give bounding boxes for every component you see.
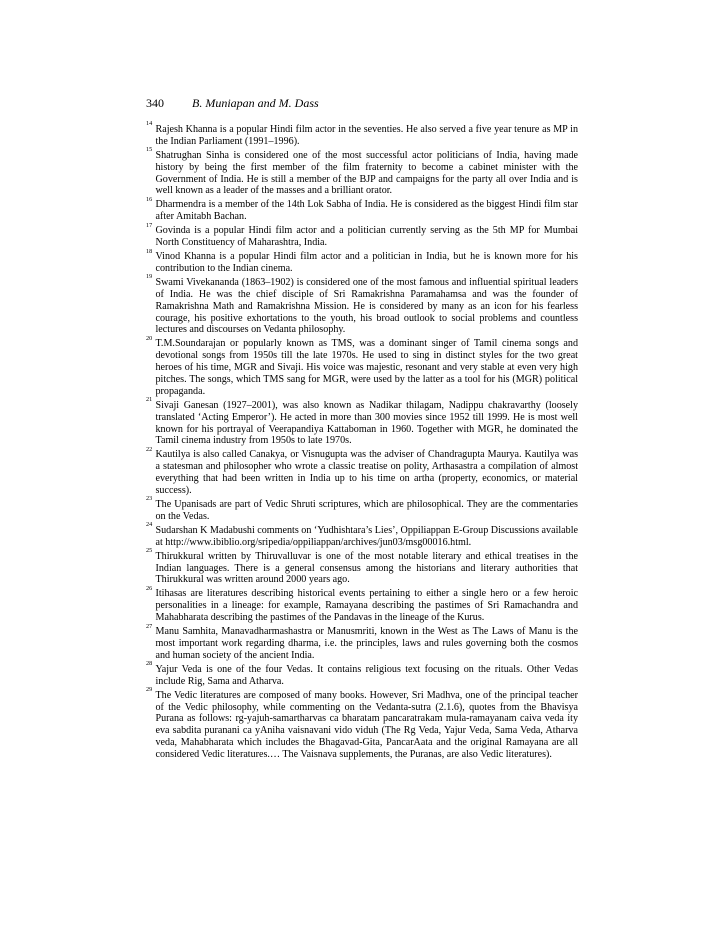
footnote-text: Rajesh Khanna is a popular Hindi film actor in the seventies. He also served a five year tenure as MP in the Indian Parliament (1991–1996). [155, 124, 578, 147]
footnote-number: 22 [146, 445, 153, 453]
footnote-number: 15 [146, 146, 153, 154]
footnote [146, 396, 578, 447]
footnote-number: 23 [146, 495, 153, 503]
footnote [146, 686, 578, 761]
footnote [146, 221, 578, 249]
footnote-number: 19 [146, 273, 153, 281]
footnote-text: The Upanisads are part of Vedic Shruti scriptures, which are philosophical. They are the commentaries on the Vedas. [155, 499, 578, 522]
footnote-text: Manu Samhita, Manavadharmashastra or Manusmriti, known in the West as The Laws of Manu is the most important work regarding dharma, i.e. the principles, laws and rules governing both the cosmos and human society of the ancient India. [155, 626, 578, 661]
footnote [146, 521, 578, 549]
footnote-text: The Vedic literatures are composed of many books. However, Sri Madhva, one of the principal teacher of the Vedic philosophy, while commenting on the Vedanta-sutra (2.1.6), quotes from the Bhavisya Purana as follows: rg-yajuh-samartharvas ca bharatam pancaratrakam mula-ramayanam caiva veda ity eva sabdita puranani ca yAniha vaisnavani vido viduh (The Rg Veda, Yajur Veda, Sama Veda, Atharva veda, Mahabharata which includes the Bhagavad-Gita, PancarAata and the original Ramayana are all considered Vedic literatures.… The Vaisnava supplements, the Puranas, are also Vedic literatures). [155, 689, 578, 760]
footnote-number: 17 [146, 221, 153, 229]
footnote-text: Kautilya is also called Canakya, or Visnugupta was the adviser of Chandragupta Maurya. Kautilya was a statesman and philosopher who wrote a classic treatise on polity, Arthasastra a compilation of almost everything that had been written in India up to his time on artha (property, economics, or material success). [155, 449, 578, 496]
footnote-number: 27 [146, 622, 153, 630]
footnote [146, 584, 578, 624]
footnote [146, 495, 578, 523]
footnote-text: T.M.Soundarajan or popularly known as TMS, was a dominant singer of Tamil cinema songs and devotional songs from 1950s till the late 1970s. He used to sing in distinct styles for the two great heroes of his time, MGR and Sivaji. His voice was majestic, resonant and very stable at even very high pitches. The songs, which TMS sang for MGR, were used by the latter as a tool for his (MGR) political propaganda. [155, 338, 578, 397]
footnote-number: 16 [146, 195, 153, 203]
footnote-number: 25 [146, 547, 153, 555]
footnote-text: Itihasas are literatures describing historical events pertaining to either a single hero or a few heroic personalities in a lineage: for example, Ramayana describing the pastimes of Sri Ramachandra and Mahabharata describing the pastimes of the Pandavas in the lineage of the Kurus. [155, 588, 578, 624]
footnote-text: Sudarshan K Madabushi comments on ‘Yudhishtara’s Lies’, Oppiliappan E-Group Discussions available at http://www.ibiblio.org/sripedia/oppiliappan/archives/jun03/msg00016.html. [155, 524, 578, 548]
footnote-number: 21 [146, 396, 153, 404]
footnote-number: 26 [146, 584, 153, 592]
page-number: 340 [146, 96, 164, 110]
footnote-text: Vinod Khanna is a popular Hindi film actor and a politician in India, but he is known more for his contribution to the Indian cinema. [155, 251, 578, 275]
footnote-number: 24 [146, 521, 153, 529]
footnote-number: 14 [146, 120, 153, 128]
footnote [146, 195, 578, 223]
footnote-text: Sivaji Ganesan (1927–2001), was also known as Nadikar thilagam, Nadippu chakravarthy (loosely translated ‘Acting Emperor’). He acted in more than 300 movies since 1952 till 1999. He is most well known for his portrayal of Veerapandiya Kattaboman in 1960. Together with MGR, he dominated the Tamil cinema industry from 1950s to late 1970s. [155, 399, 578, 447]
footnote-number: 20 [146, 334, 153, 342]
footnote-text: Yajur Veda is one of the four Vedas. It contains religious text focusing on the rituals. Other Vedas include Rig, Sama and Atharva. [155, 663, 578, 687]
footnote [146, 660, 578, 688]
footnote-number: 29 [146, 686, 153, 694]
footnote [146, 445, 578, 496]
running-header [146, 96, 319, 111]
footnote [146, 273, 578, 336]
footnote-text: Shatrughan Sinha is considered one of the most successful actor politicians of India, having made history by being the first member of the film fraternity to become a cabinet minister with the Government of India. He is still a member of the BJP and campaigns for the party all over India and is well known as a leader of the masses and a brilliant orator. [155, 149, 578, 197]
footnote [146, 622, 578, 662]
footnote-text: Swami Vivekananda (1863–1902) is considered one of the most famous and influential spiritual leaders of India. He was the chief disciple of Sri Ramakrishna Paramahamsa and was the founder of Ramakrishna Math and Ramakrishna Mission. He is considered by many as an icon for his fearless courage, his positive exhortations to the youth, his broad outlook to social problems and countless lectures and discourses on Vedanta philosophy. [155, 277, 578, 336]
footnote [146, 120, 578, 148]
footnote [146, 547, 578, 587]
footnote [146, 146, 578, 197]
footnote-text: Govinda is a popular Hindi film actor and a politician currently serving as the 5th MP for Mumbai North Constituency of Maharashtra, India. [155, 225, 578, 249]
footnote-number: 18 [146, 247, 153, 255]
footnote-text: Thirukkural written by Thiruvalluvar is one of the most notable literary and ethical treatises in the Indian languages. There is a general consensus among the historians and literary authorities that Thirukkural was written around 2000 years ago. [155, 550, 578, 586]
footnotes-list [146, 120, 578, 763]
footnote [146, 247, 578, 275]
running-head-authors: B. Muniapan and M. Dass [192, 96, 319, 110]
footnote-number: 28 [146, 660, 153, 668]
footnote [146, 334, 578, 397]
footnote-text: Dharmendra is a member of the 14th Lok Sabha of India. He is considered as the biggest Hindi film star after Amitabh Bachan. [155, 199, 578, 223]
